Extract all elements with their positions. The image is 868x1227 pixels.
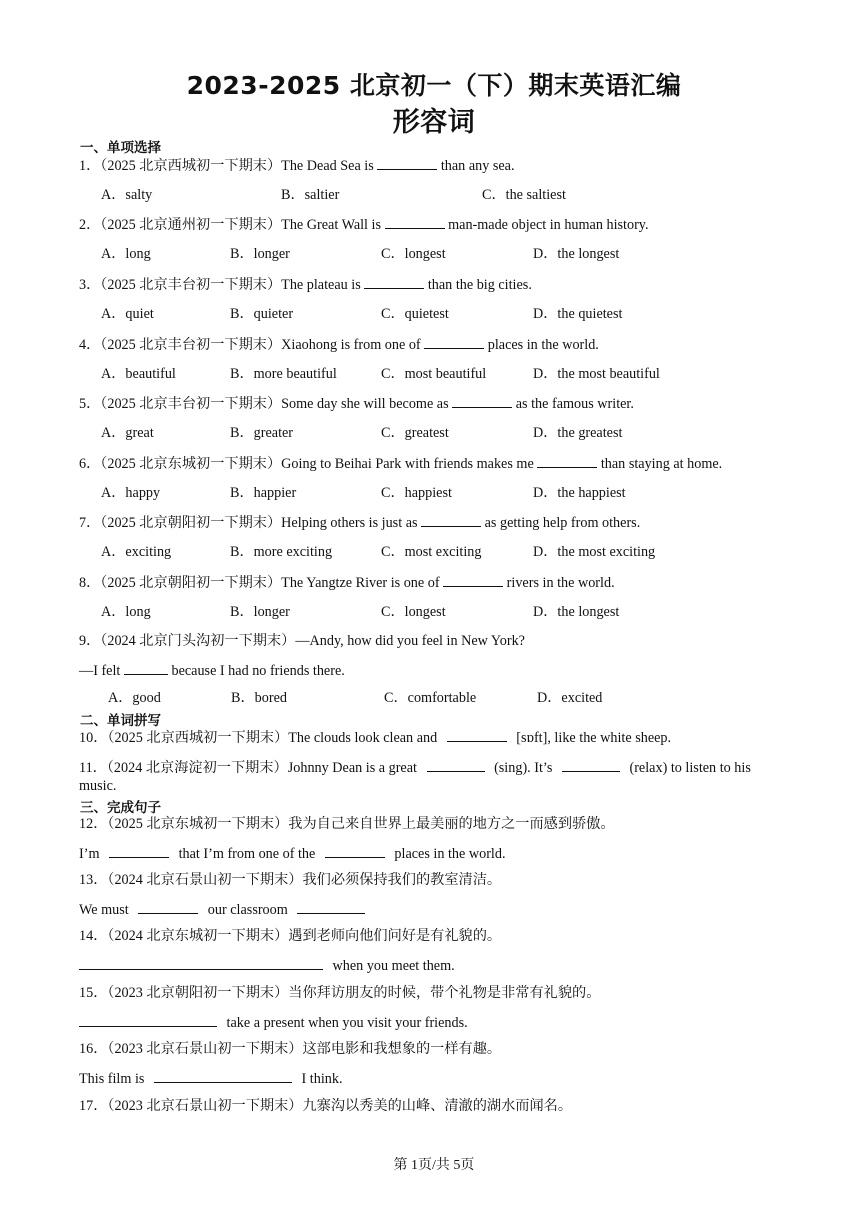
question-16: 16．（2023 北京石景山初一下期末）这部电影和我想象的一样有趣。 — [79, 1041, 502, 1057]
question-14: 14．（2024 北京东城初一下期末）遇到老师向他们问好是有礼貌的。 — [79, 928, 502, 944]
section-heading-spelling: 二、单词拼写 — [80, 713, 161, 729]
answer-blank — [452, 394, 512, 408]
question-12: 12．（2025 北京东城初一下期末）我为自己来自世界上最美丽的地方之一而感到骄傲。 — [79, 816, 615, 832]
option-d: D．the happiest — [533, 485, 626, 501]
question-10: 10．（2025 北京西城初一下期末）The clouds look clean and [sɒft], like the white sheep. — [79, 730, 672, 746]
page-footer: 第 1页/共 5页 — [393, 1158, 475, 1173]
answer-blank — [421, 513, 481, 527]
option-d: D．the greatest — [533, 425, 623, 441]
option-d: D．the most beautiful — [533, 366, 660, 382]
question-14-sentence: when you meet them. — [79, 956, 455, 975]
option-b: B．quieter — [230, 306, 294, 322]
question-16-sentence: This film is I think. — [79, 1071, 343, 1087]
answer-blank — [364, 275, 424, 289]
question-11: 11．（2024 北京海淀初一下期末）Johnny Dean is a great (sing). It’s (relax) to listen to his — [79, 760, 751, 776]
option-a: A．long — [101, 604, 151, 620]
answer-blank — [124, 661, 168, 675]
option-c: C．greatest — [381, 425, 449, 441]
answer-blank — [109, 844, 169, 858]
option-b: B．more beautiful — [230, 366, 337, 382]
option-c: C．most exciting — [381, 544, 482, 560]
question-15: 15．（2023 北京朝阳初一下期末）当你拜访朋友的时候，带个礼物是非常有礼貌的。 — [79, 985, 601, 1001]
option-d: D．excited — [537, 690, 603, 706]
option-a: A．long — [101, 246, 151, 262]
option-a: A．great — [101, 425, 154, 441]
question-17: 17．（2023 北京石景山初一下期末）九寨沟以秀美的山峰、清澈的湖水而闻名。 — [79, 1098, 573, 1114]
answer-blank — [79, 1013, 217, 1027]
question-13: 13．（2024 北京石景山初一下期末）我们必须保持我们的教室清洁。 — [79, 872, 502, 888]
answer-blank — [154, 1069, 292, 1083]
section-heading-multiple-choice: 一、单项选择 — [80, 140, 161, 156]
answer-blank — [427, 758, 485, 772]
option-c: C．longest — [381, 246, 446, 262]
section-heading-complete-sentences: 三、完成句子 — [80, 800, 161, 816]
answer-blank — [424, 335, 484, 349]
option-a: A．salty — [101, 187, 153, 203]
answer-blank — [562, 758, 620, 772]
option-a: A．beautiful — [101, 366, 176, 382]
option-c: C．the saltiest — [482, 187, 566, 203]
option-b: B．greater — [230, 425, 294, 441]
option-b: B．bored — [231, 690, 287, 706]
question-9: 9．（2024 北京门头沟初一下期末）—Andy, how did you feel in New York? — [79, 633, 525, 649]
question-1: 1．（2025 北京西城初一下期末）The Dead Sea is than any sea. — [79, 158, 515, 174]
answer-blank — [138, 900, 198, 914]
option-d: D．the longest — [533, 604, 620, 620]
question-6: 6．（2025 北京东城初一下期末）Going to Beihai Park with friends makes me than staying at home. — [79, 456, 723, 472]
question-7: 7．（2025 北京朝阳初一下期末）Helping others is just as as getting help from others. — [79, 515, 641, 531]
page-title: 2023-2025 北京初一（下）期末英语汇编 — [186, 71, 682, 100]
option-a: A．happy — [101, 485, 161, 501]
question-4: 4．（2025 北京丰台初一下期末）Xiaohong is from one of places in the world. — [79, 337, 599, 353]
question-12-sentence: I’m that I’m from one of the places in the world. — [79, 846, 506, 862]
answer-blank — [443, 573, 503, 587]
answer-blank — [537, 454, 597, 468]
option-a: A．good — [108, 690, 161, 706]
option-d: D．the longest — [533, 246, 620, 262]
option-d: D．the quietest — [533, 306, 623, 322]
question-3: 3．（2025 北京丰台初一下期末）The plateau is than the big cities. — [79, 277, 532, 293]
option-a: A．exciting — [101, 544, 172, 560]
option-d: D．the most exciting — [533, 544, 656, 560]
option-c: C．quietest — [381, 306, 449, 322]
option-b: B．more exciting — [230, 544, 333, 560]
answer-blank — [385, 215, 445, 229]
answer-blank — [79, 956, 323, 970]
question-2: 2．（2025 北京通州初一下期末）The Great Wall is man-made object in human history. — [79, 217, 649, 233]
answer-blank — [325, 844, 385, 858]
question-15-sentence: take a present when you visit your friends. — [79, 1013, 468, 1032]
answer-blank — [297, 900, 365, 914]
option-b: B．happier — [230, 485, 297, 501]
answer-blank — [447, 728, 507, 742]
question-9-response: —I felt because I had no friends there. — [79, 663, 345, 679]
page-subtitle: 形容词 — [392, 107, 476, 138]
option-a: A．quiet — [101, 306, 154, 322]
question-8: 8．（2025 北京朝阳初一下期末）The Yangtze River is one of rivers in the world. — [79, 575, 615, 591]
question-11-continued: music. — [79, 778, 117, 794]
option-c: C．comfortable — [384, 690, 477, 706]
question-13-sentence: We must our classroom — [79, 900, 371, 919]
option-c: C．longest — [381, 604, 446, 620]
question-5: 5．（2025 北京丰台初一下期末）Some day she will become as as the famous writer. — [79, 396, 634, 412]
option-b: B．saltier — [281, 187, 340, 203]
option-c: C．most beautiful — [381, 366, 487, 382]
option-b: B．longer — [230, 246, 290, 262]
option-c: C．happiest — [381, 485, 452, 501]
answer-blank — [377, 156, 437, 170]
option-b: B．longer — [230, 604, 290, 620]
